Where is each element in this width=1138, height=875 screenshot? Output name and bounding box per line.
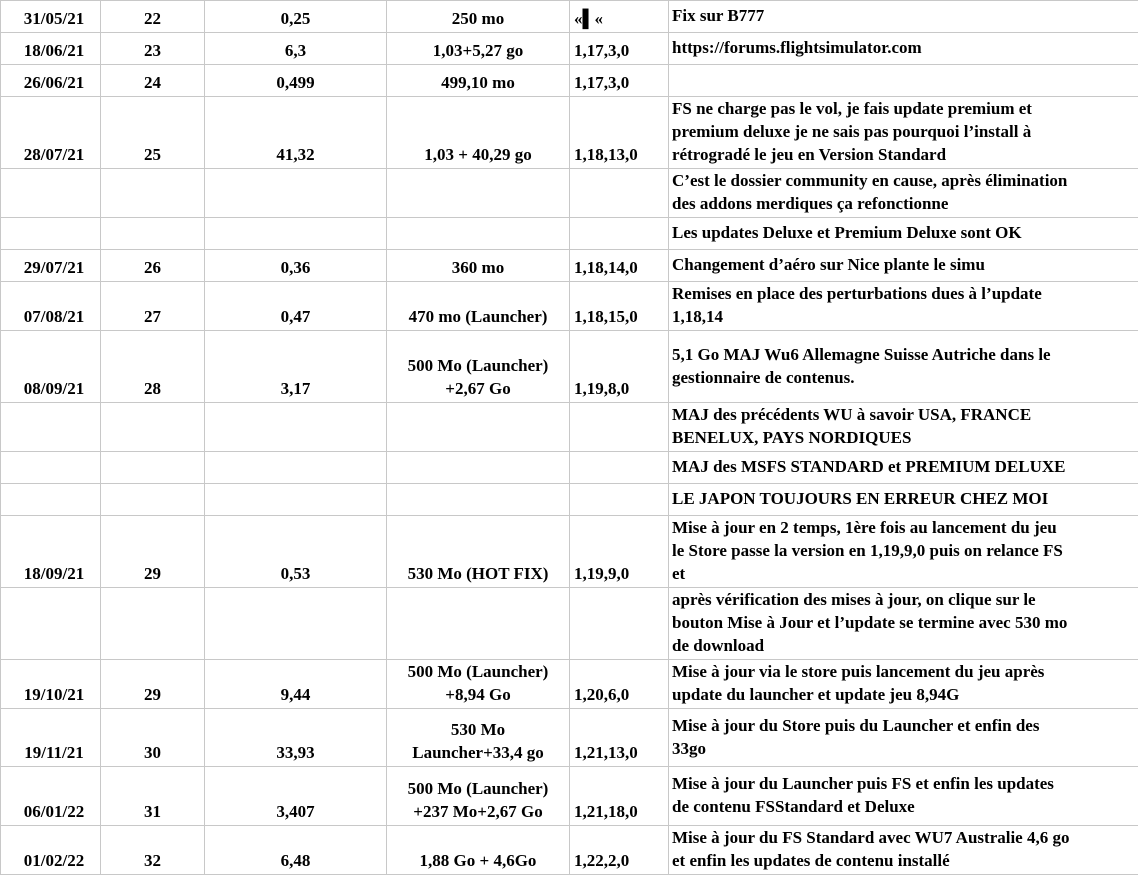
notes-cell[interactable] <box>669 588 1138 660</box>
notes-cell[interactable] <box>669 169 1138 218</box>
download-cell[interactable] <box>387 250 570 282</box>
notes-line: gestionnaire de contenus. <box>672 366 1137 389</box>
date-cell[interactable]: 07/08/21 <box>1 282 101 331</box>
notes-cell[interactable] <box>669 484 1138 516</box>
download-line: +8,94 Go <box>390 683 566 706</box>
download-line: 530 Mo <box>390 718 566 741</box>
download-line: 500 Mo (Launcher) <box>390 777 566 800</box>
notes-line: 33go <box>672 737 1137 760</box>
notes-cell[interactable] <box>669 403 1138 452</box>
notes-cell[interactable] <box>669 452 1138 484</box>
notes-line: de download <box>672 634 1137 657</box>
size-gb-cell[interactable] <box>205 403 387 452</box>
notes-cell[interactable] <box>669 709 1138 767</box>
number-cell[interactable] <box>101 588 205 660</box>
size-gb-cell[interactable]: 6,3 <box>205 33 387 65</box>
notes-cell[interactable] <box>669 516 1138 588</box>
number-cell[interactable] <box>101 218 205 250</box>
notes-cell[interactable] <box>669 826 1138 875</box>
download-line: +2,67 Go <box>390 377 566 400</box>
date-cell[interactable] <box>1 218 101 250</box>
number-cell[interactable]: 26 <box>101 250 205 282</box>
notes-line: de contenu FSStandard et Deluxe <box>672 795 1137 818</box>
notes-line: et <box>672 562 1137 585</box>
number-cell[interactable]: 30 <box>101 709 205 767</box>
version-cell[interactable]: 1,22,2,0 <box>570 826 669 875</box>
notes-cell[interactable] <box>669 1 1138 33</box>
notes-line: https://forums.flightsimulator.com <box>672 36 1137 59</box>
notes-cell[interactable] <box>669 218 1138 250</box>
download-line: 1,03 + 40,29 go <box>390 143 566 166</box>
download-line: 360 mo <box>390 256 566 279</box>
notes-line: Fix sur B777 <box>672 4 1137 27</box>
number-cell[interactable]: 22 <box>101 1 205 33</box>
notes-line: rétrogradé le jeu en Version Standard <box>672 143 1137 166</box>
notes-line: MAJ des MSFS STANDARD et PREMIUM DELUXE <box>672 455 1137 478</box>
version-cell[interactable]: 1,18,15,0 <box>570 282 669 331</box>
number-cell[interactable] <box>101 484 205 516</box>
download-line: 470 mo (Launcher) <box>390 305 566 328</box>
download-line: 499,10 mo <box>390 71 566 94</box>
download-cell[interactable] <box>387 826 570 875</box>
notes-line: Remises en place des perturbations dues à l’update <box>672 282 1137 305</box>
date-cell[interactable]: 26/06/21 <box>1 65 101 97</box>
notes-line: 5,1 Go MAJ Wu6 Allemagne Suisse Autriche dans le <box>672 343 1137 366</box>
version-cell[interactable]: 1,19,8,0 <box>570 331 669 403</box>
notes-line: BENELUX, PAYS NORDIQUES <box>672 426 1137 449</box>
version-cell[interactable] <box>570 484 669 516</box>
download-cell[interactable] <box>387 282 570 331</box>
download-cell[interactable] <box>387 767 570 826</box>
download-cell[interactable] <box>387 97 570 169</box>
number-cell[interactable]: 29 <box>101 516 205 588</box>
notes-cell[interactable] <box>669 97 1138 169</box>
download-cell[interactable] <box>387 709 570 767</box>
download-line: 500 Mo (Launcher) <box>390 660 566 683</box>
date-cell[interactable] <box>1 484 101 516</box>
size-gb-cell[interactable]: 9,44 <box>205 660 387 709</box>
notes-line: après vérification des mises à jour, on clique sur le <box>672 588 1137 611</box>
notes-line: update du launcher et update jeu 8,94G <box>672 683 1137 706</box>
download-line: 1,03+5,27 go <box>390 39 566 62</box>
version-cell[interactable]: 1,17,3,0 <box>570 65 669 97</box>
download-line: 530 Mo (HOT FIX) <box>390 562 566 585</box>
size-gb-cell[interactable]: 0,499 <box>205 65 387 97</box>
version-cell[interactable] <box>570 403 669 452</box>
download-cell[interactable] <box>387 588 570 660</box>
size-gb-cell[interactable] <box>205 588 387 660</box>
date-cell[interactable]: 08/09/21 <box>1 331 101 403</box>
table-row <box>1 1 1138 33</box>
number-cell[interactable]: 28 <box>101 331 205 403</box>
version-cell[interactable] <box>570 588 669 660</box>
table-row <box>1 169 1138 218</box>
download-cell[interactable] <box>387 33 570 65</box>
notes-line: premium deluxe je ne sais pas pourquoi l’install à <box>672 120 1137 143</box>
date-cell[interactable] <box>1 403 101 452</box>
version-cell[interactable]: «▌« <box>570 1 669 33</box>
number-cell[interactable]: 24 <box>101 65 205 97</box>
version-cell[interactable] <box>570 218 669 250</box>
download-cell[interactable] <box>387 484 570 516</box>
size-gb-cell[interactable]: 0,36 <box>205 250 387 282</box>
download-cell[interactable] <box>387 516 570 588</box>
notes-line: Mise à jour du FS Standard avec WU7 Australie 4,6 go <box>672 826 1137 849</box>
size-gb-cell[interactable]: 41,32 <box>205 97 387 169</box>
date-cell[interactable]: 28/07/21 <box>1 97 101 169</box>
notes-line: MAJ des précédents WU à savoir USA, FRANCE <box>672 403 1137 426</box>
download-line: 1,88 Go + 4,6Go <box>390 849 566 872</box>
notes-line: le Store passe la version en 1,19,9,0 puis on relance FS <box>672 539 1137 562</box>
size-gb-cell[interactable]: 3,17 <box>205 331 387 403</box>
version-cell[interactable] <box>570 452 669 484</box>
table-row <box>1 516 1138 588</box>
table-row <box>1 660 1138 709</box>
date-cell[interactable] <box>1 452 101 484</box>
notes-line: Mise à jour via le store puis lancement du jeu après <box>672 660 1137 683</box>
download-cell[interactable] <box>387 65 570 97</box>
date-cell[interactable]: 31/05/21 <box>1 1 101 33</box>
size-gb-cell[interactable] <box>205 218 387 250</box>
table-row <box>1 282 1138 331</box>
table-row <box>1 767 1138 826</box>
size-gb-cell[interactable] <box>205 452 387 484</box>
download-cell[interactable] <box>387 218 570 250</box>
table-row <box>1 709 1138 767</box>
version-cell[interactable]: 1,18,13,0 <box>570 97 669 169</box>
notes-line: des addons merdiques ça refonctionne <box>672 192 1137 215</box>
size-gb-cell[interactable]: 0,25 <box>205 1 387 33</box>
notes-cell[interactable] <box>669 250 1138 282</box>
version-cell[interactable]: 1,20,6,0 <box>570 660 669 709</box>
size-gb-cell[interactable]: 3,407 <box>205 767 387 826</box>
notes-line: Mise à jour du Store puis du Launcher et enfin des <box>672 714 1137 737</box>
table-row <box>1 331 1138 403</box>
size-gb-cell[interactable] <box>205 484 387 516</box>
date-cell[interactable]: 01/02/22 <box>1 826 101 875</box>
notes-cell[interactable] <box>669 65 1138 97</box>
number-cell[interactable]: 27 <box>101 282 205 331</box>
download-line: 250 mo <box>390 7 566 30</box>
table-row <box>1 65 1138 97</box>
notes-line: bouton Mise à Jour et l’update se termine avec 530 mo <box>672 611 1137 634</box>
table-row <box>1 588 1138 660</box>
download-line: Launcher+33,4 go <box>390 741 566 764</box>
download-line: 500 Mo (Launcher) <box>390 354 566 377</box>
date-cell[interactable]: 18/09/21 <box>1 516 101 588</box>
notes-line: 1,18,14 <box>672 305 1137 328</box>
notes-cell[interactable] <box>669 331 1138 403</box>
table-row <box>1 484 1138 516</box>
date-cell[interactable]: 19/11/21 <box>1 709 101 767</box>
number-cell[interactable] <box>101 169 205 218</box>
download-cell[interactable] <box>387 169 570 218</box>
version-cell[interactable] <box>570 169 669 218</box>
number-cell[interactable]: 31 <box>101 767 205 826</box>
download-line: +237 Mo+2,67 Go <box>390 800 566 823</box>
notes-line: LE JAPON TOUJOURS EN ERREUR CHEZ MOI <box>672 487 1137 510</box>
notes-cell[interactable] <box>669 282 1138 331</box>
notes-line: Changement d’aéro sur Nice plante le simu <box>672 253 1137 276</box>
number-cell[interactable]: 23 <box>101 33 205 65</box>
number-cell[interactable]: 32 <box>101 826 205 875</box>
version-cell[interactable]: 1,21,13,0 <box>570 709 669 767</box>
date-cell[interactable]: 29/07/21 <box>1 250 101 282</box>
notes-line: et enfin les updates de contenu installé <box>672 849 1137 872</box>
number-cell[interactable]: 25 <box>101 97 205 169</box>
table-row <box>1 826 1138 875</box>
download-cell[interactable] <box>387 452 570 484</box>
size-gb-cell[interactable]: 0,53 <box>205 516 387 588</box>
notes-cell[interactable] <box>669 767 1138 826</box>
notes-line: FS ne charge pas le vol, je fais update premium et <box>672 97 1137 120</box>
download-cell[interactable] <box>387 660 570 709</box>
notes-line: Les updates Deluxe et Premium Deluxe sont OK <box>672 221 1137 244</box>
table-row <box>1 218 1138 250</box>
number-cell[interactable] <box>101 452 205 484</box>
notes-line: Mise à jour du Launcher puis FS et enfin les updates <box>672 772 1137 795</box>
notes-cell[interactable] <box>669 660 1138 709</box>
date-cell[interactable]: 19/10/21 <box>1 660 101 709</box>
notes-line: Mise à jour en 2 temps, 1ère fois au lancement du jeu <box>672 516 1137 539</box>
version-cell[interactable]: 1,21,18,0 <box>570 767 669 826</box>
date-cell[interactable] <box>1 169 101 218</box>
version-cell[interactable]: 1,19,9,0 <box>570 516 669 588</box>
date-cell[interactable]: 18/06/21 <box>1 33 101 65</box>
date-cell[interactable]: 06/01/22 <box>1 767 101 826</box>
notes-line: C’est le dossier community en cause, après élimination <box>672 169 1137 192</box>
size-gb-cell[interactable]: 33,93 <box>205 709 387 767</box>
date-cell[interactable] <box>1 588 101 660</box>
table-row <box>1 403 1138 452</box>
table-row <box>1 452 1138 484</box>
download-cell[interactable] <box>387 403 570 452</box>
number-cell[interactable] <box>101 403 205 452</box>
table-row <box>1 33 1138 65</box>
table-row <box>1 97 1138 169</box>
version-cell[interactable]: 1,18,14,0 <box>570 250 669 282</box>
size-gb-cell[interactable] <box>205 169 387 218</box>
size-gb-cell[interactable]: 6,48 <box>205 826 387 875</box>
number-cell[interactable]: 29 <box>101 660 205 709</box>
download-cell[interactable] <box>387 331 570 403</box>
table-row <box>1 250 1138 282</box>
size-gb-cell[interactable]: 0,47 <box>205 282 387 331</box>
table-body <box>1 1 1138 875</box>
notes-cell[interactable] <box>669 33 1138 65</box>
version-cell[interactable]: 1,17,3,0 <box>570 33 669 65</box>
download-cell[interactable] <box>387 1 570 33</box>
